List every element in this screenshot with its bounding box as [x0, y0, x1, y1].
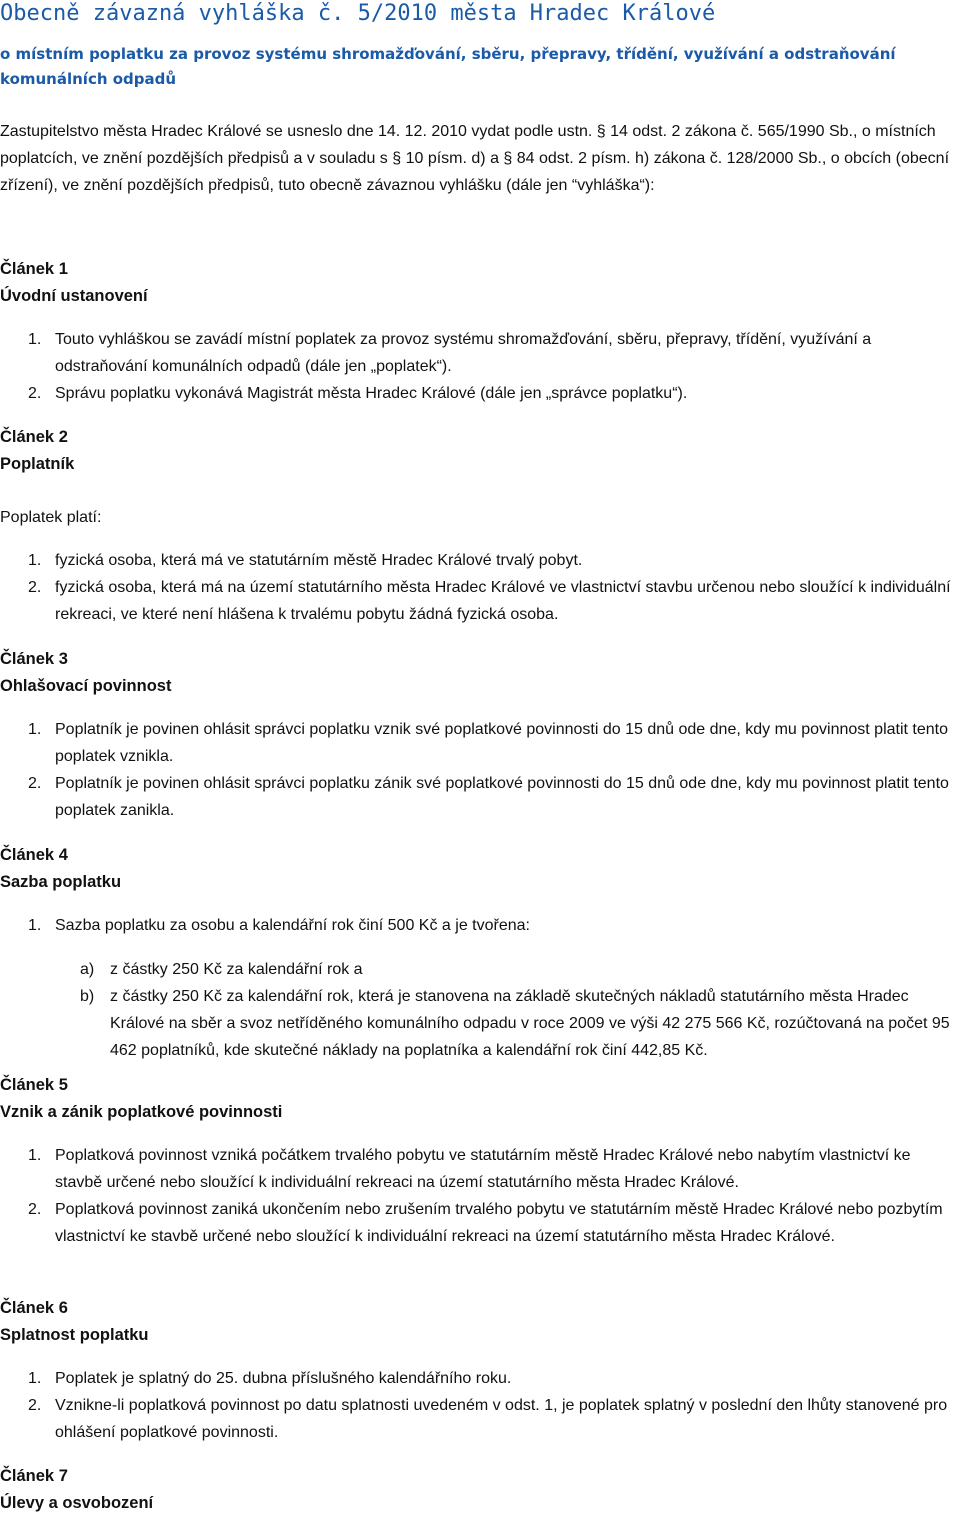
article-4-heading: Sazba poplatku: [0, 873, 122, 891]
article-3-list: [0, 716, 960, 824]
article-2-list: [0, 547, 960, 628]
article-7-label: Článek 7: [0, 1467, 68, 1485]
sub-list-item: [80, 983, 950, 1064]
item-text: Poplatek je splatný do 25. dubna příslušného kalendářního roku.: [55, 1370, 512, 1387]
item-number: 1.: [28, 1147, 42, 1164]
item-text: Sazba poplatku za osobu a kalendářní rok činí 500 Kč a je tvořena:: [55, 917, 530, 934]
article-2-label: Článek 2: [0, 428, 68, 446]
item-number: 1.: [28, 331, 42, 348]
list-item: [0, 1196, 960, 1250]
article-7-heading: Úlevy a osvobození: [0, 1494, 154, 1512]
item-number: 1.: [28, 552, 42, 569]
item-number: 1.: [28, 917, 42, 934]
document-subtitle: o místním poplatku za provoz systému shromažďování, sběru, přepravy, třídění, využívání a odstraňování komunálních odpadů: [0, 45, 896, 88]
item-letter: a): [80, 961, 95, 978]
item-text: Poplatník je povinen ohlásit správci poplatku vznik své poplatkové povinnosti do 15 dnů ode dne, kdy mu povinnost platit tento poplatek vznikla.: [55, 721, 949, 765]
list-item: [0, 770, 960, 824]
article-6-list: [0, 1365, 960, 1446]
article-2-lead: Poplatek platí:: [0, 509, 102, 526]
item-text: z částky 250 Kč za kalendářní rok, která je stanovena na základě skutečných nákladů statutárního města Hradec Králové na sběr a svoz netříděného komunálního odpadu v roce 2009 ve výši 42 275 566 Kč, rozúčtovaná na počet 95 462 poplatníků, kde skutečné náklady na poplatníka a kalendářní rok činí 442,85 Kč.: [110, 988, 950, 1059]
item-text: Touto vyhláškou se zavádí místní poplatek za provoz systému shromažďování, sběru, přepravy, třídění, využívání a odstraňování komunálních odpadů (dále jen „poplatek“).: [55, 331, 872, 375]
list-item: [0, 574, 960, 628]
list-item: [0, 326, 960, 380]
item-text: Vznikne-li poplatková povinnost po datu splatnosti uvedeném v odst. 1, je poplatek splatný v poslední den lhůty stanovené pro ohlášení poplatkové povinnosti.: [55, 1397, 948, 1441]
article-4-sublist: [80, 956, 950, 1064]
item-text: Poplatník je povinen ohlásit správci poplatku zánik své poplatkové povinnosti do 15 dnů ode dne, kdy mu povinnost platit tento poplatek zanikla.: [55, 775, 949, 819]
item-text: Správu poplatku vykonává Magistrát města Hradec Králové (dále jen „správce poplatku“).: [55, 385, 688, 402]
list-item: [0, 380, 960, 407]
item-text: z částky 250 Kč za kalendářní rok a: [110, 961, 363, 978]
list-item: [0, 716, 960, 770]
article-1-list: [0, 326, 960, 407]
article-6-label: Článek 6: [0, 1299, 68, 1317]
item-number: 2.: [28, 579, 42, 596]
article-1-heading: Úvodní ustanovení: [0, 287, 148, 305]
article-2-heading: Poplatník: [0, 455, 75, 473]
item-number: 2.: [28, 385, 42, 402]
item-number: 2.: [28, 775, 42, 792]
list-item: [0, 1142, 960, 1196]
item-text: fyzická osoba, která má ve statutárním městě Hradec Králové trvalý pobyt.: [55, 552, 583, 569]
list-item: [0, 1392, 960, 1446]
article-5-label: Článek 5: [0, 1076, 68, 1094]
article-4-label: Článek 4: [0, 846, 68, 864]
item-text: Poplatková povinnost vzniká počátkem trvalého pobytu ve statutárním městě Hradec Králové nebo nabytím vlastnictví ke stavbě určené nebo sloužící k individuální rekreaci na území statutárního města Hradec Králové.: [55, 1147, 911, 1191]
article-3-heading: Ohlašovací povinnost: [0, 677, 172, 695]
list-item: [0, 1365, 960, 1392]
item-number: 1.: [28, 721, 42, 738]
article-6-heading: Splatnost poplatku: [0, 1326, 149, 1344]
item-number: 2.: [28, 1397, 42, 1414]
article-1-label: Článek 1: [0, 260, 68, 278]
item-letter: b): [80, 988, 95, 1005]
article-5-heading: Vznik a zánik poplatkové povinnosti: [0, 1103, 283, 1121]
preamble: Zastupitelstvo města Hradec Králové se usneslo dne 14. 12. 2010 vydat podle ustn. § 14 odst. 2 zákona č. 565/1990 Sb., o místních poplatcích, ve znění pozdějších předpisů a v souladu s § 10 písm. d) a § 84 odst. 2 písm. h) zákona č. 128/2000 Sb., o obcích (obecní zřízení), ve znění pozdějších předpisů, tuto obecně závaznou vyhlášku (dále jen “vyhláška“):: [0, 123, 950, 194]
article-4-list: [0, 912, 960, 939]
sub-list-item: [80, 956, 950, 983]
item-text: fyzická osoba, která má na území statutárního města Hradec Králové ve vlastnictví stavbu určenou nebo sloužící k individuální rekreaci, ve které není hlášena k trvalému pobytu žádná fyzická osoba.: [55, 579, 951, 623]
item-text: Poplatková povinnost zaniká ukončením nebo zrušením trvalého pobytu ve statutárním městě Hradec Králové nebo pozbytím vlastnictví ke stavbě určené nebo sloužící k individuální rekreaci na území statutárního města Hradec Králové.: [55, 1201, 943, 1245]
list-item: [0, 547, 960, 574]
document-title: Obecně závazná vyhláška č. 5/2010 města Hradec Králové: [0, 1, 716, 26]
item-number: 1.: [28, 1370, 42, 1387]
article-3-label: Článek 3: [0, 650, 68, 668]
item-number: 2.: [28, 1201, 42, 1218]
article-5-list: [0, 1142, 960, 1250]
list-item: [0, 912, 960, 939]
